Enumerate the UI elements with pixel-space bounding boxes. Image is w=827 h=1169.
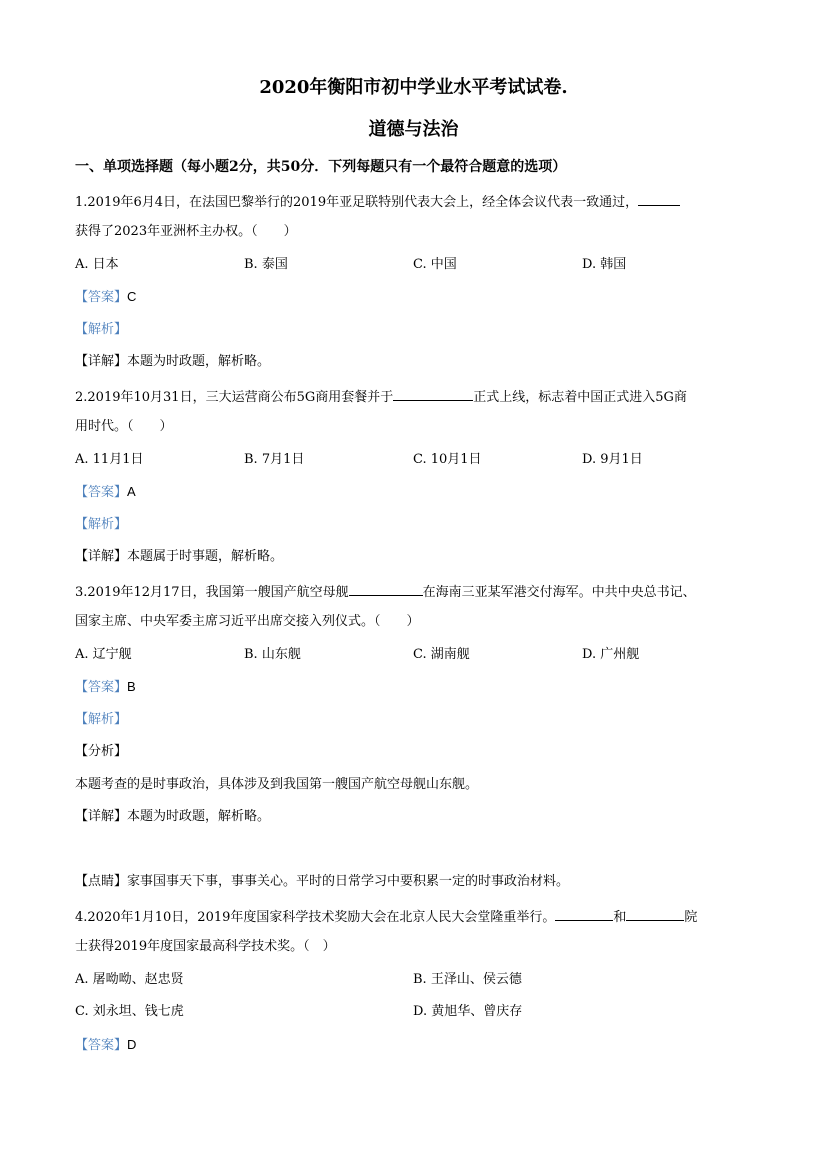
question-1-line-1 [75,191,680,212]
answer-blank [626,906,684,921]
question-text-mid: 和 [613,910,627,925]
question-text-cont: 在海南三亚某军港交付海军。中共中央总书记、 [422,585,696,600]
question-text-cont: 院 [684,910,698,925]
detail-label: 【详解】 [75,354,128,369]
detail-text: 本题为时政题，解析略。 [127,809,271,824]
question-text: 2019年12月17日，我国第一艘国产航空母舰 [87,585,349,600]
question-3-line-1 [75,581,696,602]
question-number: 1. [75,195,88,210]
answer-label: 【答案】 [75,680,128,695]
answer-line [75,483,136,502]
question-text: 2020年1月10日，2019年度国家科学技术奖励大会在北京人民大会堂隆重举行。 [87,910,556,925]
answer-label: 【答案】 [75,290,128,305]
option-d: D. 广州舰 [582,647,640,662]
option-d: D. 黄旭华、曾庆存 [413,1004,523,1019]
answer-value: D [127,1037,137,1052]
fenxi-text: 本题考查的是时事政治，具体涉及到我国第一艘国产航空母舰山东舰。 [75,777,479,792]
detail-text: 本题属于时事题，解析略。 [127,549,284,564]
detail-line [75,353,270,371]
answer-label: 【答案】 [75,1038,128,1053]
answer-blank [393,386,473,401]
option-d: D. 9月1日 [582,452,643,467]
question-text-cont: 正式上线，标志着中国正式进入5G商 [473,390,687,405]
answer-blank [638,191,680,206]
answer-value: A [127,484,136,499]
answer-line [75,1036,136,1055]
page-title: 2020年衡阳市初中学业水平考试试卷. [259,77,568,98]
answer-value: B [127,679,136,694]
detail-line [75,548,283,566]
question-4-line-1 [75,906,697,927]
page-subtitle: 道德与法治 [368,119,459,140]
question-number: 4. [75,910,88,925]
option-a: A. 日本 [75,257,119,272]
detail-label: 【详解】 [75,549,128,564]
question-1-line-2: 获得了2023年亚洲杯主办权。（ ） [75,224,297,239]
answer-blank [555,906,613,921]
question-3-line-2: 国家主席、中央军委主席习近平出席交接入列仪式。（ ） [75,614,420,629]
option-c: C. 中国 [413,257,457,272]
dianjing-label: 【点睛】 [75,874,128,889]
section-heading: 一、单项选择题（每小题2分，共50分．下列每题只有一个最符合题意的选项） [75,159,567,175]
dianjing-line [75,873,569,891]
analysis-label: 【解析】 [75,322,128,337]
question-number: 3. [75,585,88,600]
option-b: B. 7月1日 [244,452,305,467]
question-text: 2019年10月31日，三大运营商公布5G商用套餐并于 [87,390,394,405]
answer-label: 【答案】 [75,485,128,500]
option-b: B. 山东舰 [244,647,301,662]
option-a: A. 屠呦呦、赵忠贤 [75,972,184,987]
answer-line [75,678,136,697]
option-d: D. 韩国 [582,257,627,272]
answer-value: C [127,289,137,304]
option-c: C. 刘永坦、钱七虎 [75,1004,184,1019]
question-4-line-2: 士获得2019年度国家最高科学技术奖。（ ） [75,939,336,954]
question-2-line-1 [75,386,687,407]
option-a: A. 辽宁舰 [75,647,132,662]
question-2-line-2: 用时代。（ ） [75,419,173,434]
detail-line [75,808,270,826]
fenxi-label: 【分析】 [75,744,128,759]
answer-line [75,288,136,307]
question-number: 2. [75,390,88,405]
option-a: A. 11月1日 [75,452,144,467]
option-b: B. 王泽山、侯云德 [413,972,522,987]
detail-label: 【详解】 [75,809,128,824]
question-text: 2019年6月4日，在法国巴黎举行的2019年亚足联特别代表大会上，经全体会议代表一致通过， [87,195,639,210]
analysis-label: 【解析】 [75,712,128,727]
option-c: C. 10月1日 [413,452,482,467]
detail-text: 本题为时政题，解析略。 [127,354,271,369]
analysis-label: 【解析】 [75,517,128,532]
option-c: C. 湖南舰 [413,647,470,662]
answer-blank [349,581,423,596]
dianjing-text: 家事国事天下事，事事关心。平时的日常学习中要积累一定的时事政治材料。 [127,874,570,889]
option-b: B. 泰国 [244,257,288,272]
